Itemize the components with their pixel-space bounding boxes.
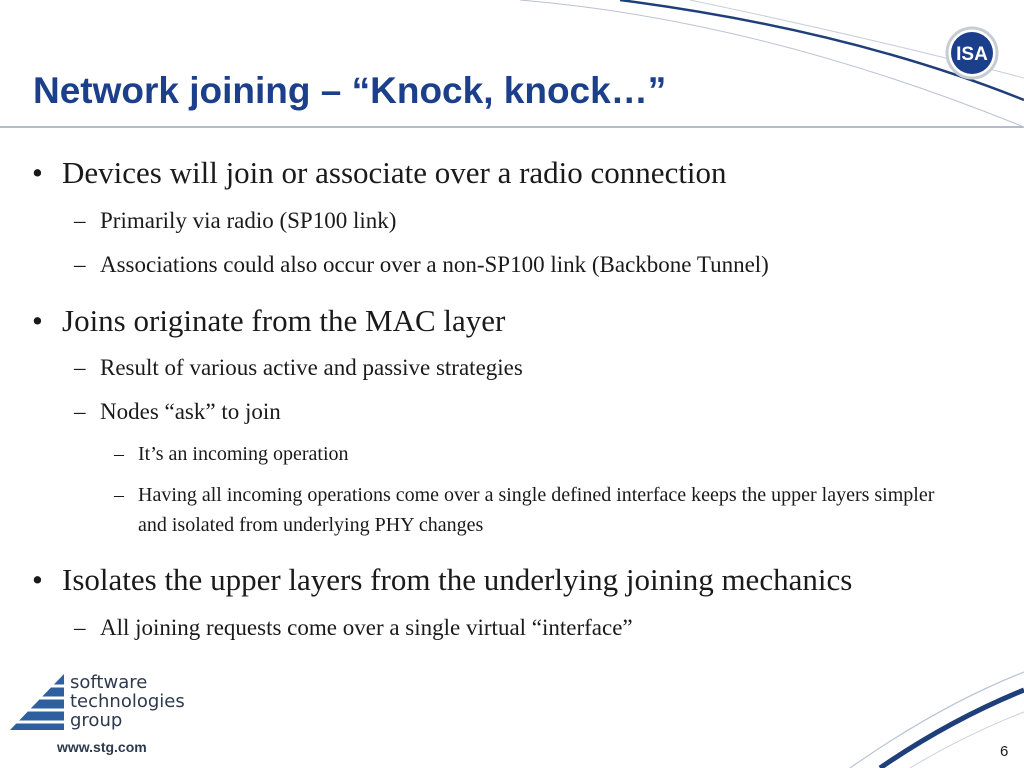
stg-logo-line-3: group	[70, 710, 123, 731]
isa-logo-text: ISA	[956, 44, 988, 65]
bullet-2-sub-1: – Result of various active and passive strategies	[100, 354, 523, 382]
page-number: 6	[1000, 743, 1009, 760]
stg-website-url: www.stg.com	[57, 739, 147, 755]
slide-title: Network joining – “Knock, knock…”	[33, 70, 667, 111]
bullet-2-sub-2: – Nodes “ask” to join	[100, 398, 281, 426]
bullet-1-sub-2: – Associations could also occur over a non-SP100 link (Backbone Tunnel)	[100, 251, 769, 279]
stg-logo-line-2: technologies	[70, 691, 185, 712]
bullet-3: • Isolates the upper layers from the underlying joining mechanics	[62, 562, 852, 598]
bullet-2-sub-2-sub-2: – Having all incoming operations come over a single defined interface keeps the upper layers simpler and isolated from underlying PHY changes	[138, 480, 958, 540]
bullet-2-sub-2-sub-1: – It’s an incoming operation	[138, 439, 958, 469]
bullet-2: • Joins originate from the MAC layer	[62, 303, 505, 339]
bullet-3-sub-1: – All joining requests come over a single virtual “interface”	[100, 614, 633, 642]
bullet-1: • Devices will join or associate over a radio connection	[62, 155, 727, 191]
stg-logo-line-1: software	[70, 672, 148, 693]
bullet-1-sub-1: – Primarily via radio (SP100 link)	[100, 207, 396, 235]
